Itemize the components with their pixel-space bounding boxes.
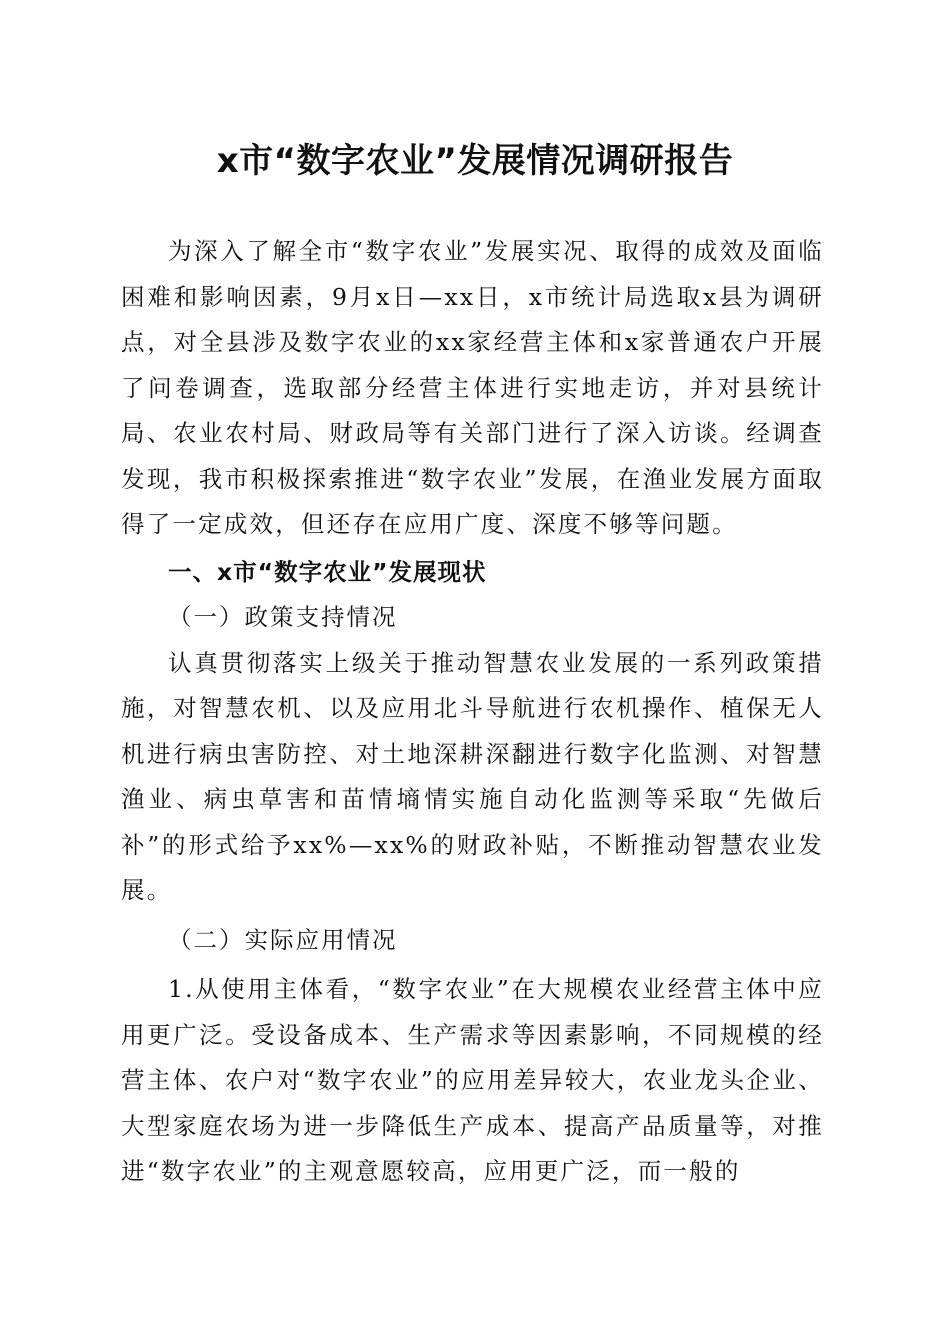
subsection-heading-application: （二）实际应用情况 [168,925,398,954]
intro-paragraph: 为深入了解全市“数字农业”发展实况、取得的成效及面临困难和影响因素，9月x日—xx日，x市统计局选取x县为调研点，对全县涉及数字农业的xx家经营主体和x家普通农户开展了问卷调查，选取部分经营主体进行实地走访，并对县统计局、农业农村局、财政局等有关部门进行了深入访谈。经调查发现，我市积极探索推进“数字农业”发展，在渔业发展方面取得了一定成效，但还存在应用广度、深度不够等问题。 [121,237,824,538]
application-paragraph: 1.从使用主体看，“数字农业”在大规模农业经营主体中应用更广泛。受设备成本、生产需求等因素影响，不同规模的经营主体、农户对“数字农业”的应用差异较大，农业龙头企业、大型家庭农场为进一步降低生产成本、提高产品质量等，对推进“数字农业”的主观意愿较高，应用更广泛，而一般的 [121,975,824,1185]
document-title: x市“数字农业”发展情况调研报告 [216,141,734,181]
policy-paragraph: 认真贯彻落实上级关于推动智慧农业发展的一系列政策措施，对智慧农机、以及应用北斗导航进行农机操作、植保无人机进行病虫害防控、对土地深耕深翻进行数字化监测、对智慧渔业、病虫草害和苗情墒情实施自动化监测等采取“先做后补”的形式给予xx%—xx%的财政补贴，不断推动智慧农业发展。 [121,648,824,904]
document-body [121,229,824,1195]
subsection-heading-policy: （一）政策支持情况 [168,603,398,631]
section-heading-1: 一、x市“数字农业”发展现状 [168,557,487,586]
